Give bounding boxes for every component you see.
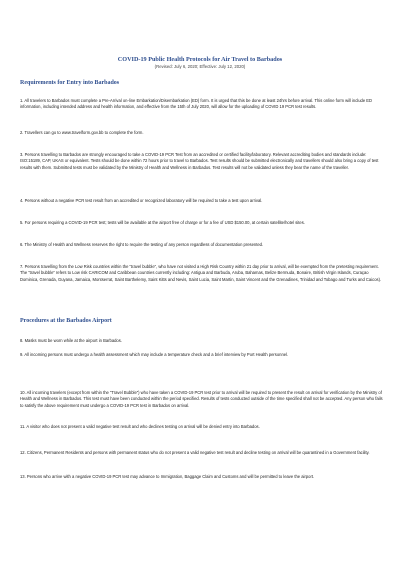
paragraph-4: 4. Persons without a negative PCR test result from an accredited or recognized laboratory will be required to take a test upon arrival.: [20, 198, 263, 203]
paragraph-1: 1. All travelers to Barbados must complete a Pre-Arrival on-line Embarkation/Disembarkation (ED) form. It is urged that this be done at least 24hrs before arrival. This online form will include ED information, including intended address and health information, and effective from the 15th of July 2020, will allow for the uploading of COVID 19 PCR test results.: [20, 98, 373, 110]
section-heading-entry-requirements: Requirements for Entry into Barbados: [20, 80, 120, 86]
paragraph-9: 9. All incoming persons must undergo a health assessment which may include a temperature check and a brief interview by Port Health personnel.: [20, 352, 289, 357]
paragraph-8: 8. Masks must be worn while at the airport in Barbados.: [20, 338, 122, 343]
paragraph-13: 13. Persons who arrive with a negative COVID-19 PCR test may advance to Immigration, Baggage Claim and Customs and will be permitted to leave the airport.: [20, 474, 315, 479]
paragraph-11: 11. A visitor who does not present a valid negative test result and who declines testing on arrival will be denied entry into Barbados.: [20, 424, 260, 429]
title-block: [0, 56, 400, 70]
document-subtitle: (Revised: July 6, 2020; Effective: July 12, 2020): [154, 63, 246, 69]
paragraph-6: 6. The Ministry of Health and Wellness reserves the right to require the testing of any person regardless of documentation presented.: [20, 242, 264, 247]
paragraph-2: 2. Travellers can go to www.travelform.gov.bb to complete the form.: [20, 130, 144, 135]
paragraph-12: 12. Citizens, Permanent Residents and persons with permanent status who do not present a valid negative test result and decline testing on arrival will be quarantined in a Government facility.: [20, 450, 370, 455]
paragraph-3: 3. Persons travelling to Barbados are strongly encouraged to take a COVID-19 PCR Test from an accredited or certified facility/laboratory. Relevant accrediting bodies and standards include: ISO:15189, CAP, UKAS or equivalent. Tests should be done within 72 hours prior to travel to Barbados. Test results should be submitted electronically and travellers should also bring a copy of test results with them. Submitted tests must be validated by the Ministry of Health and Wellness in Barbados. Test results will not be validated unless they bear the name of the traveller.: [20, 152, 379, 170]
paragraph-7: 7. Persons travelling from the Low Risk countries within the “travel bubble”, who have not visited a High Risk Country within 21 day prior to arrival, will be exempted from the pretesting requirement. The “travel bubble” refers to Low risk CARICOM and Caribbean countries currently including: Antigua and Barbuda, Aruba, Bahamas, Belize Bermuda, Bonaire, British Virgin Islands, Curaçao Dominica, Grenada, Guyana, Jamaica, Montserrat, Saint Barthelemy, Saint Kitts and Nevis, Saint Lucia, Saint Martin, Saint Vincent and the Grenadines, Trinidad and Tobago and Turks and Caicos).: [20, 264, 382, 282]
section-heading-airport-procedures: Procedures at the Barbados Airport: [20, 318, 112, 324]
paragraph-5: 5. For persons requiring a COVID-19 PCR test; tests will be available at the airport free of charge or for a fee of USD $150.00, at certain satellite/hotel sites.: [20, 220, 305, 225]
paragraph-10: 10. All incoming travelers (except from within the “Travel Bubble”) who have taken a COVID-19 PCR test prior to arrival will be required to present the result on arrival for verification by the Ministry of Health and Wellness in Barbados. This test must have been conducted within the period specified. Results of tests conducted outside of the time specified shall not be accepted. Any person who fails to satisfy the above requirement must undergo a COVID-19 PCR test in Barbados on arrival.: [20, 390, 383, 408]
document-title: COVID-19 Public Health Protocols for Air Travel to Barbados: [117, 56, 283, 63]
